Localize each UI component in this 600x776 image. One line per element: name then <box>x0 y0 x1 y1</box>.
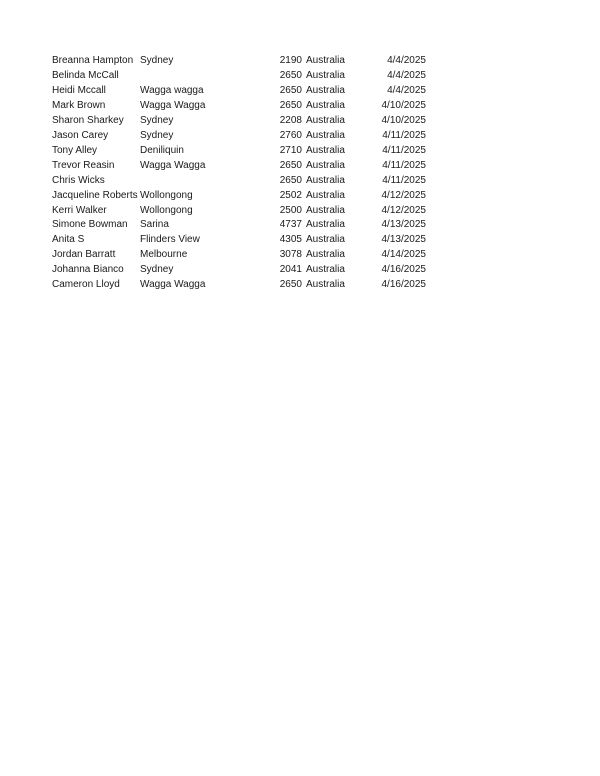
date-cell: 4/11/2025 <box>382 144 426 156</box>
city-cell: Flinders View <box>140 234 200 246</box>
postcode-cell: 2650 <box>279 174 302 186</box>
country-cell: Australia <box>306 84 345 96</box>
date-cell: 4/14/2025 <box>381 249 426 261</box>
date-cell: 4/11/2025 <box>382 159 426 171</box>
city-cell <box>140 69 248 84</box>
date-cell: 4/12/2025 <box>381 189 426 201</box>
city-cell: Wagga wagga <box>140 84 204 96</box>
table-row <box>52 263 426 278</box>
table-row <box>52 99 426 114</box>
postcode-cell: 4305 <box>279 234 302 246</box>
postcode-cell: 2502 <box>279 189 302 201</box>
table-row <box>52 54 426 69</box>
customer-name-cell: Kerri Walker <box>52 204 107 216</box>
date-cell: 4/4/2025 <box>387 84 426 96</box>
date-cell: 4/13/2025 <box>381 234 426 246</box>
table-row <box>52 174 426 189</box>
city-cell: Sarina <box>140 219 169 231</box>
postcode-cell: 2208 <box>279 114 302 126</box>
date-cell: 4/11/2025 <box>382 174 426 186</box>
city-cell: Wollongong <box>140 204 193 216</box>
city-cell: Sydney <box>140 55 174 66</box>
country-cell: Australia <box>306 234 345 246</box>
country-cell: Australia <box>306 264 345 276</box>
table-row <box>52 204 426 219</box>
postcode-cell: 2650 <box>279 279 302 291</box>
country-cell: Australia <box>306 204 345 216</box>
city-cell: Deniliquin <box>140 144 184 156</box>
city-cell: Sydney <box>140 114 174 126</box>
customer-name-cell: Sharon Sharkey <box>52 114 124 126</box>
date-cell: 4/16/2025 <box>381 264 426 276</box>
postcode-cell: 2710 <box>279 144 302 156</box>
city-cell: Wollongong <box>140 189 193 201</box>
city-cell: Wagga Wagga <box>140 159 206 171</box>
postcode-cell: 4737 <box>279 219 302 231</box>
customer-name-cell: Mark Brown <box>52 99 106 111</box>
city-cell: Wagga Wagga <box>140 279 206 291</box>
country-cell: Australia <box>306 159 345 171</box>
country-cell: Australia <box>306 144 345 156</box>
country-cell: Australia <box>306 69 345 81</box>
date-cell: 4/4/2025 <box>387 69 426 81</box>
customer-table-body <box>52 54 426 293</box>
customer-table <box>52 54 426 293</box>
date-cell: 4/16/2025 <box>381 279 426 291</box>
postcode-cell: 2760 <box>279 129 302 141</box>
date-cell: 4/13/2025 <box>381 219 426 231</box>
customer-name-cell: Chris Wicks <box>52 174 105 186</box>
table-row <box>52 189 426 204</box>
country-cell: Australia <box>306 279 345 291</box>
postcode-cell: 2650 <box>279 84 302 96</box>
country-cell: Australia <box>306 249 345 261</box>
customer-name-cell: Anita S <box>52 234 85 246</box>
country-cell: Australia <box>306 189 345 201</box>
country-cell: Australia <box>306 174 345 186</box>
customer-name-cell: Jacqueline Roberts <box>52 189 138 201</box>
postcode-cell: 2190 <box>279 55 302 66</box>
country-cell: Australia <box>306 99 345 111</box>
country-cell: Australia <box>306 114 345 126</box>
table-row <box>52 69 426 84</box>
customer-name-cell: Johanna Bianco <box>52 264 124 276</box>
city-cell: Wagga Wagga <box>140 99 206 111</box>
table-row <box>52 278 426 293</box>
date-cell: 4/11/2025 <box>382 129 426 141</box>
city-cell: Sydney <box>140 129 174 141</box>
postcode-cell: 2650 <box>279 159 302 171</box>
table-row <box>52 218 426 233</box>
city-cell: Melbourne <box>140 249 188 261</box>
postcode-cell: 2041 <box>279 264 302 276</box>
postcode-cell: 2650 <box>279 69 302 81</box>
table-row <box>52 144 426 159</box>
date-cell: 4/4/2025 <box>387 55 426 66</box>
customer-name-cell: Jason Carey <box>52 129 109 141</box>
customer-name-cell: Simone Bowman <box>52 219 128 231</box>
customer-list-sheet <box>52 54 452 293</box>
table-row <box>52 84 426 99</box>
table-row <box>52 114 426 129</box>
date-cell: 4/12/2025 <box>381 204 426 216</box>
postcode-cell: 3078 <box>279 249 302 261</box>
customer-name-cell: Trevor Reasin <box>52 159 115 171</box>
city-cell <box>140 174 248 189</box>
customer-name-cell: Tony Alley <box>52 144 98 156</box>
date-cell: 4/10/2025 <box>381 114 426 126</box>
country-cell: Australia <box>306 129 345 141</box>
postcode-cell: 2650 <box>279 99 302 111</box>
city-cell: Sydney <box>140 264 174 276</box>
table-row <box>52 248 426 263</box>
customer-name-cell: Cameron Lloyd <box>52 279 120 291</box>
customer-name-cell: Jordan Barratt <box>52 249 116 261</box>
table-row <box>52 233 426 248</box>
country-cell: Australia <box>306 55 345 66</box>
customer-name-cell: Breanna Hampton <box>52 55 134 66</box>
table-row <box>52 159 426 174</box>
country-cell: Australia <box>306 219 345 231</box>
customer-name-cell: Belinda McCall <box>52 69 119 81</box>
postcode-cell: 2500 <box>279 204 302 216</box>
customer-name-cell: Heidi Mccall <box>52 84 106 96</box>
date-cell: 4/10/2025 <box>381 99 426 111</box>
table-row <box>52 129 426 144</box>
